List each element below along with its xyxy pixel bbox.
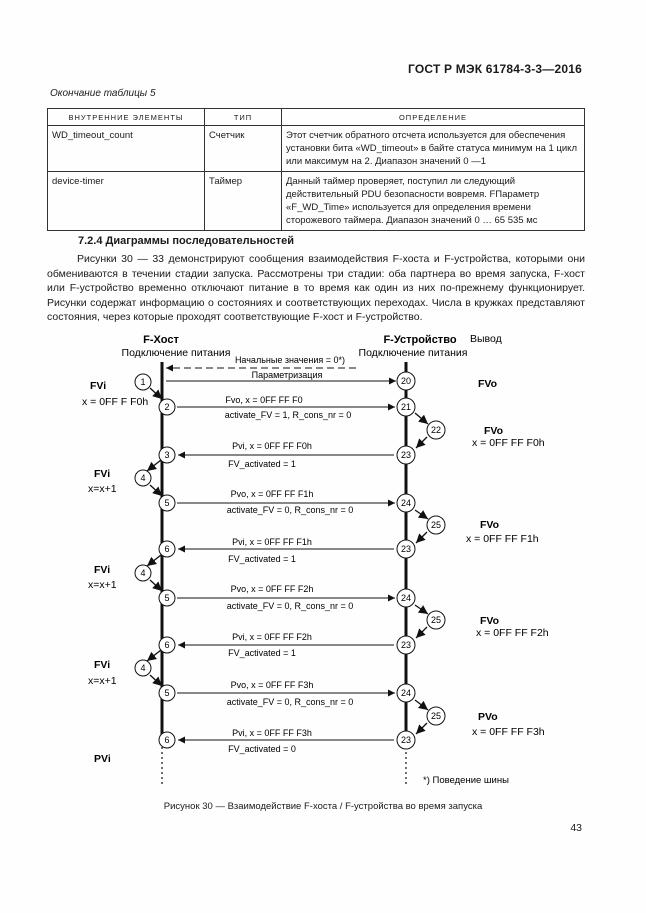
table-row bbox=[48, 172, 585, 231]
message-label: Pvo, x = 0FF FF F1h bbox=[230, 489, 314, 499]
message-label: activate_FV = 0, R_cons_nr = 0 bbox=[226, 697, 354, 707]
state-number: 2 bbox=[164, 402, 170, 412]
transition-arrow bbox=[147, 555, 161, 566]
message-label: activate_FV = 0, R_cons_nr = 0 bbox=[226, 505, 354, 515]
transition-arrow bbox=[415, 605, 428, 614]
left-label: x=x+1 bbox=[88, 579, 117, 591]
state-number: 4 bbox=[140, 568, 146, 578]
left-label: FVi bbox=[94, 659, 111, 671]
state-number: 25 bbox=[430, 615, 442, 625]
message-label: Pvi, x = 0FF FF F1h bbox=[232, 537, 312, 547]
state-number: 20 bbox=[400, 376, 412, 386]
state-number: 4 bbox=[140, 473, 146, 483]
right-label: FVo bbox=[484, 425, 504, 437]
message-label: FV_activated = 1 bbox=[228, 459, 296, 469]
state-number: 1 bbox=[140, 377, 146, 387]
left-label: x=x+1 bbox=[88, 483, 117, 495]
right-label: FVo bbox=[478, 378, 498, 390]
table-caption: Окончание таблицы 5 bbox=[50, 88, 156, 99]
section-title: 7.2.4 Диаграммы последовательностей bbox=[78, 235, 294, 247]
host-subtitle: Подключение питания bbox=[121, 347, 231, 359]
table-5 bbox=[47, 108, 585, 231]
col-header-definition: ОПРЕДЕЛЕНИЕ bbox=[282, 109, 585, 126]
state-number: 5 bbox=[164, 498, 170, 508]
host-title: F-Хост bbox=[143, 334, 179, 346]
state-number: 3 bbox=[164, 450, 170, 460]
device-subtitle: Подключение питания bbox=[358, 347, 468, 359]
initial-values-label: Начальные значения = 0*) bbox=[234, 355, 346, 365]
state-number: 24 bbox=[400, 593, 412, 603]
left-label: FVi bbox=[90, 380, 107, 392]
transition-arrow bbox=[416, 437, 427, 448]
figure-caption: Рисунок 30 — Взаимодействие F-хоста / F-устройства во время запуска bbox=[163, 801, 483, 812]
cell-type: Таймер bbox=[205, 172, 282, 231]
message-label: activate_FV = 0, R_cons_nr = 0 bbox=[226, 601, 354, 611]
transition-arrow bbox=[415, 413, 428, 424]
transition-arrow bbox=[150, 388, 162, 399]
cell-element: device-timer bbox=[48, 172, 205, 231]
state-number: 5 bbox=[164, 593, 170, 603]
state-number: 23 bbox=[400, 544, 412, 554]
transition-arrow bbox=[150, 675, 162, 686]
state-number: 6 bbox=[164, 640, 170, 650]
transition-arrow bbox=[415, 510, 428, 519]
sequence-diagram bbox=[0, 325, 646, 795]
state-number: 23 bbox=[400, 640, 412, 650]
col-header-elements: ВНУТРЕННИЕ ЭЛЕМЕНТЫ bbox=[48, 109, 205, 126]
transition-arrow bbox=[147, 460, 161, 471]
state-number: 25 bbox=[430, 520, 442, 530]
state-number: 22 bbox=[430, 425, 442, 435]
page-number: 43 bbox=[570, 822, 582, 834]
table-header-row bbox=[48, 109, 585, 126]
right-label: x = 0FF FF F3h bbox=[472, 726, 545, 738]
transition-arrow bbox=[416, 532, 427, 543]
device-title: F-Устройство bbox=[383, 334, 457, 346]
message-label: FV_activated = 1 bbox=[228, 648, 296, 658]
cell-definition: Этот счетчик обратного отсчета используется для обеспечения установки бита «WD_timeout» в байте статуса минимум на 1 цикл или максимум на 2. Диапазон значений 0 —1 bbox=[282, 126, 585, 172]
state-number: 6 bbox=[164, 735, 170, 745]
right-label: x = 0FF FF F2h bbox=[476, 627, 549, 639]
parametrization-label: Параметризация bbox=[251, 370, 323, 380]
output-label: Вывод bbox=[470, 333, 502, 345]
table-row bbox=[48, 126, 585, 172]
transition-arrow bbox=[150, 580, 162, 591]
message-label: FV_activated = 1 bbox=[228, 554, 296, 564]
left-label: PVi bbox=[94, 753, 111, 765]
message-label: Fvo, x = 0FF FF F0 bbox=[225, 395, 303, 405]
right-label: x = 0FF FF F0h bbox=[472, 437, 545, 449]
transition-arrow bbox=[416, 723, 427, 734]
state-number: 4 bbox=[140, 663, 146, 673]
document-header: ГОСТ Р МЭК 61784-3-3—2016 bbox=[408, 62, 582, 76]
right-label: PVo bbox=[478, 711, 498, 723]
cell-element: WD_timeout_count bbox=[48, 126, 205, 172]
state-number: 24 bbox=[400, 498, 412, 508]
message-label: activate_FV = 1, R_cons_nr = 0 bbox=[224, 410, 352, 420]
message-label: Pvo, x = 0FF FF F2h bbox=[230, 584, 314, 594]
state-number: 25 bbox=[430, 711, 442, 721]
left-label: x = 0FF F F0h bbox=[82, 396, 149, 408]
message-label: Pvo, x = 0FF FF F3h bbox=[230, 680, 314, 690]
transition-arrow bbox=[415, 700, 428, 710]
transition-arrow bbox=[150, 485, 162, 496]
left-label: FVi bbox=[94, 564, 111, 576]
message-label: Pvi, x = 0FF FF F3h bbox=[232, 728, 312, 738]
state-number: 5 bbox=[164, 688, 170, 698]
right-label: FVo bbox=[480, 615, 500, 627]
cell-definition: Данный таймер проверяет, поступил ли следующий действительный PDU безопасности вовремя. FПараметр «F_WD_Time» используется для определения времени сторожевого таймера. Диапазон значений 0 … 65 535 мс bbox=[282, 172, 585, 231]
cell-type: Счетчик bbox=[205, 126, 282, 172]
message-label: Pvi, x = 0FF FF F0h bbox=[232, 441, 312, 451]
body-paragraph: Рисунки 30 — 33 демонстрируют сообщения взаимодействия F-хоста и F-устройства, которыми они обмениваются в течении стадии запуска. Рассмотрены три стадии: оба партнера во время запуска, F-хост или F-устройство временно отключают питание в то время как один из них по-прежнему функционирует. Рисунки содержат информацию о состояниях и соответствующих переходах. Числа в кружках представляют состояния, через которые проходят соответствующие F-хост и F-устройство. bbox=[47, 253, 585, 323]
transition-arrow bbox=[147, 650, 161, 661]
state-number: 21 bbox=[400, 402, 412, 412]
state-number: 23 bbox=[400, 735, 412, 745]
state-number: 6 bbox=[164, 544, 170, 554]
state-number: 24 bbox=[400, 688, 412, 698]
col-header-type: ТИП bbox=[205, 109, 282, 126]
left-label: FVi bbox=[94, 468, 111, 480]
left-label: x=x+1 bbox=[88, 675, 117, 687]
state-number: 23 bbox=[400, 450, 412, 460]
transition-arrow bbox=[416, 627, 427, 638]
footnote: *) Поведение шины bbox=[423, 775, 509, 786]
right-label: FVo bbox=[480, 519, 500, 531]
message-label: FV_activated = 0 bbox=[228, 744, 296, 754]
message-label: Pvi, x = 0FF FF F2h bbox=[232, 632, 312, 642]
right-label: x = 0FF FF F1h bbox=[466, 533, 539, 545]
